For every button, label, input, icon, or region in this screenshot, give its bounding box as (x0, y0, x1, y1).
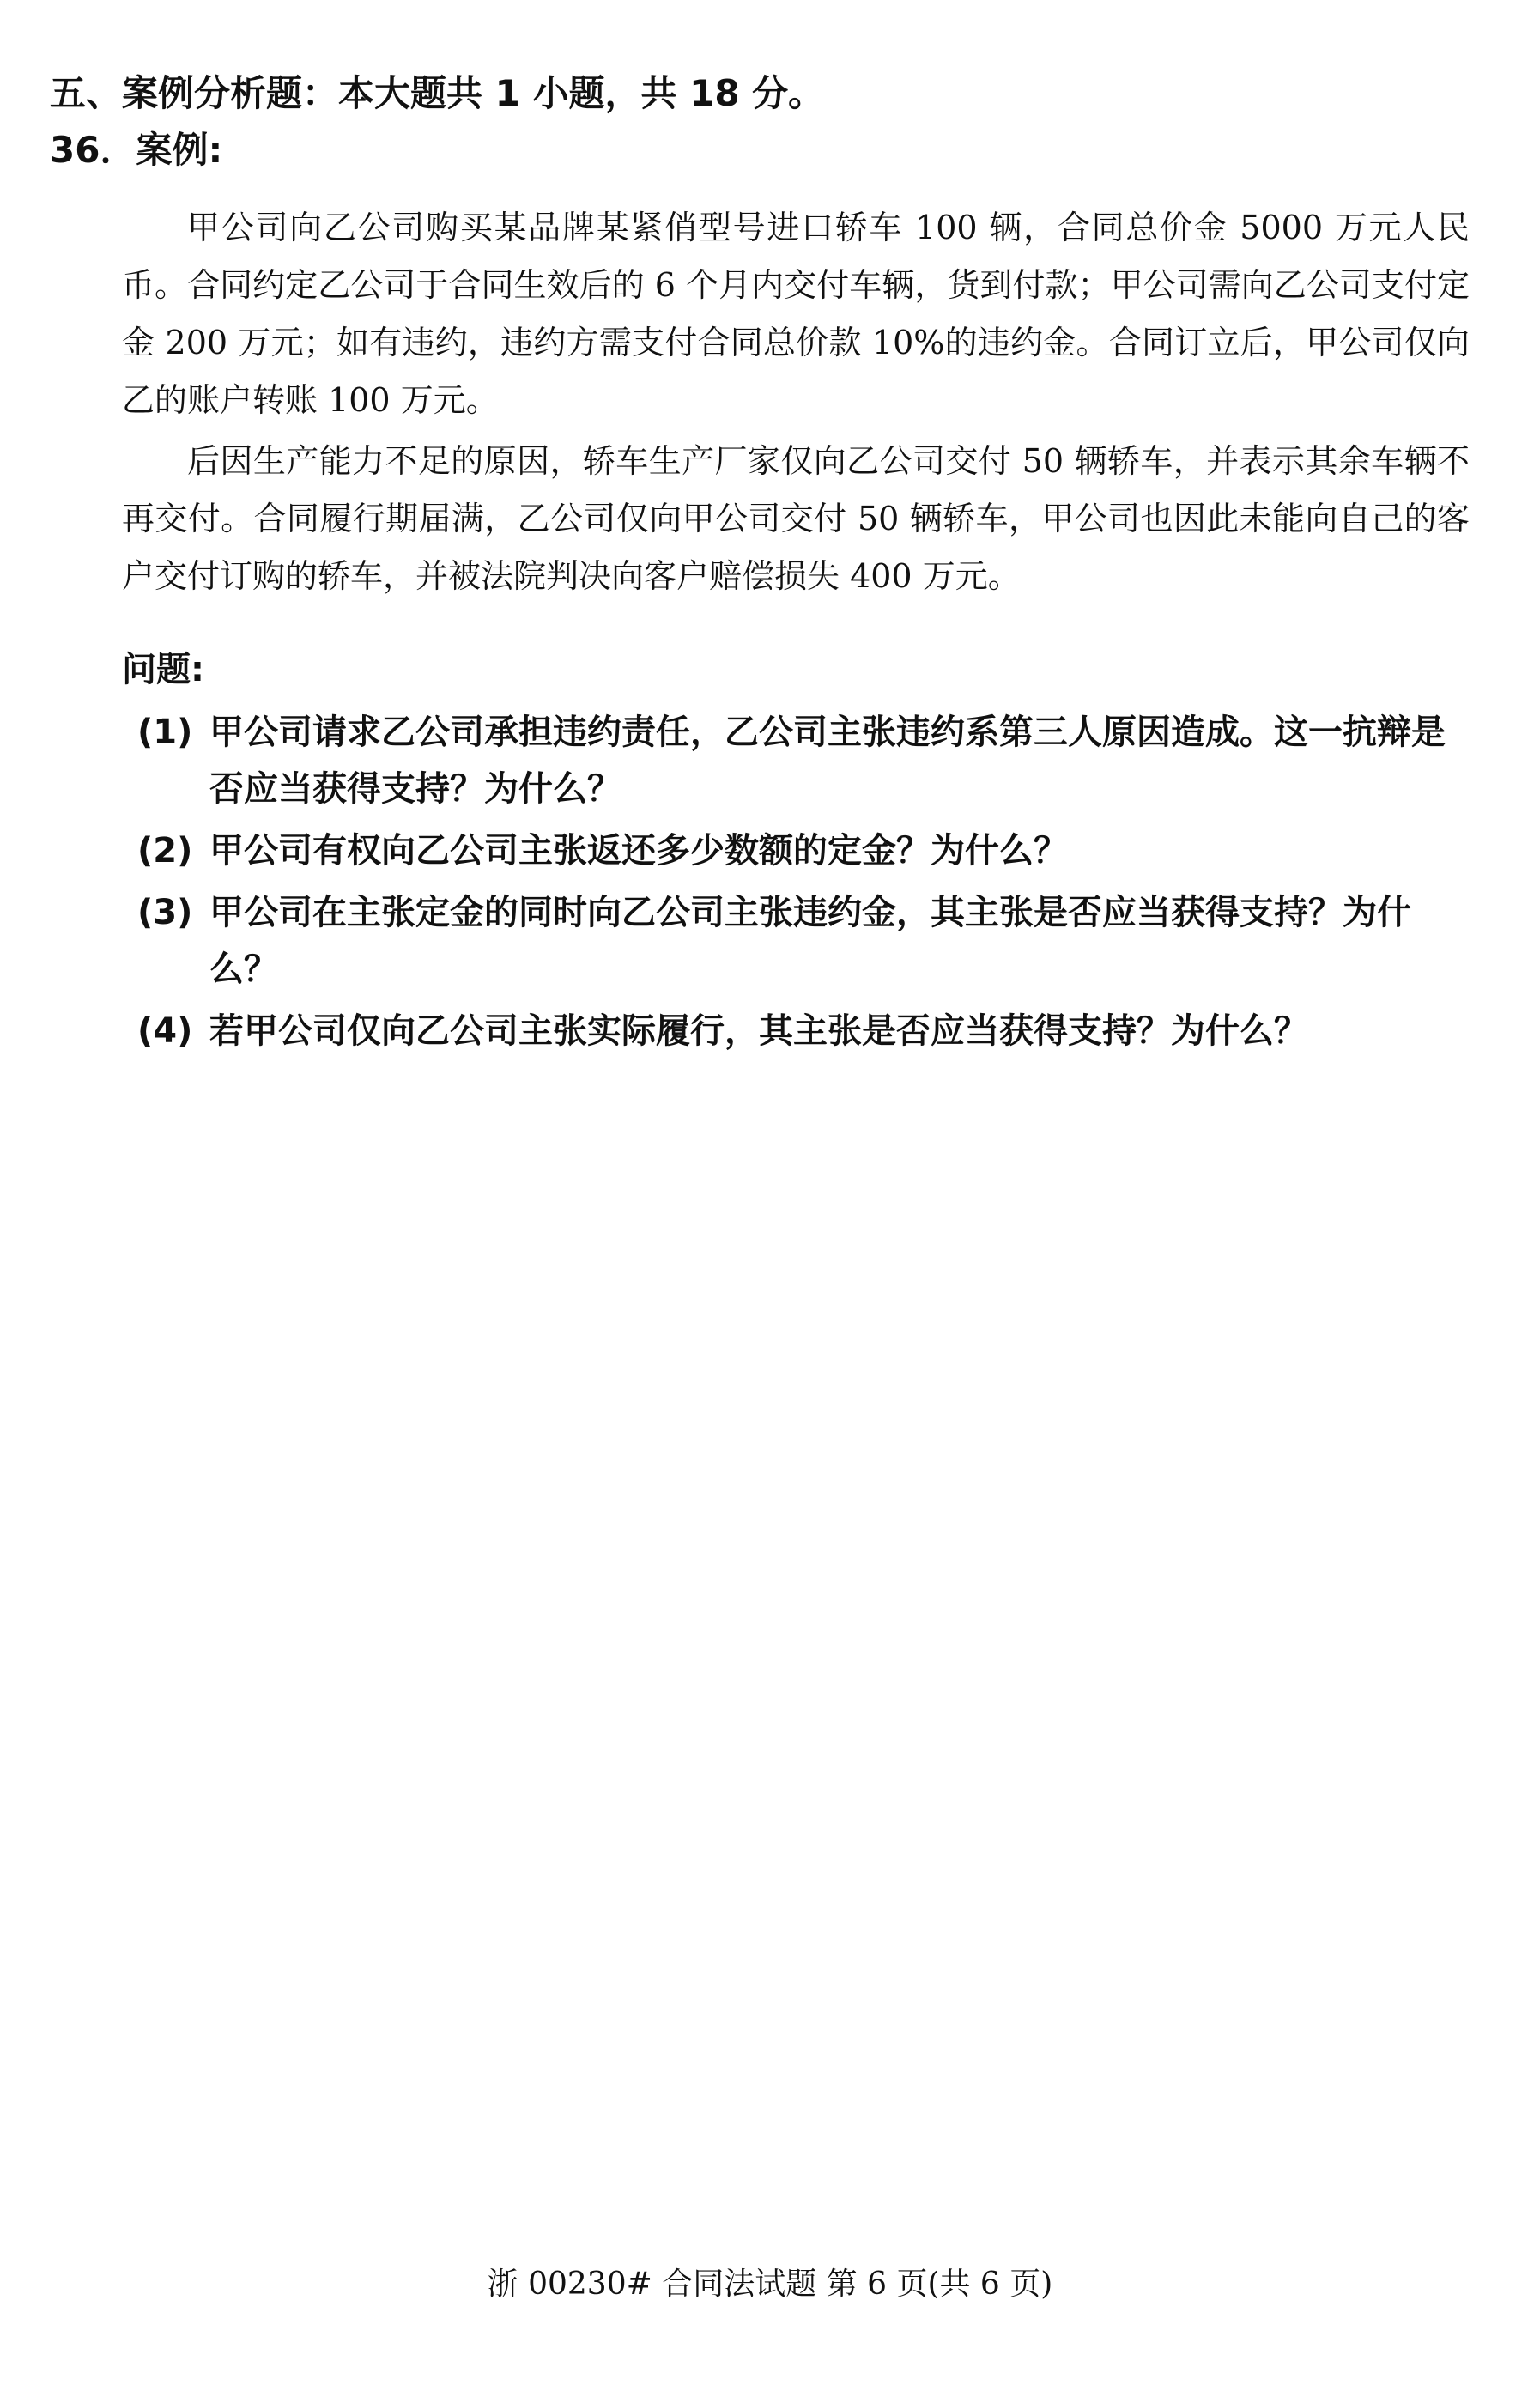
question-number-label: 36．案例: (50, 129, 223, 171)
page-footer: 浙 00230# 合同法试题 第 6 页(共 6 页) (487, 2267, 1053, 2302)
question-item-1 (137, 704, 1476, 817)
question-item-text: 甲公司有权向乙公司主张返还多少数额的定金？为什么？ (209, 831, 1068, 871)
question-item-number: (4) (137, 1011, 193, 1051)
question-item-number: (3) (137, 893, 193, 932)
question-item-text: 甲公司请求乙公司承担违约责任，乙公司主张违约系第三人原因造成。这一抗辩是否应当获得支持？为什么？ (209, 713, 1446, 809)
question-item-number: (1) (137, 713, 193, 752)
questions-label: 问题: (122, 650, 204, 689)
question-item-4 (137, 1003, 1476, 1059)
question-item-number: (2) (137, 831, 193, 871)
question-item-2 (137, 822, 1476, 879)
question-item-text: 甲公司在主张定金的同时向乙公司主张违约金，其主张是否应当获得支持？为什么？ (209, 893, 1411, 989)
case-paragraph-2: 后因生产能力不足的原因，轿车生产厂家仅向乙公司交付 50 辆轿车，并表示其余车辆不再交付。合同履行期届满，乙公司仅向甲公司交付 50 辆轿车，甲公司也因此未能向自己的客户交付订购的轿车，并被法院判决向客户赔偿损失 400 万元。 (122, 442, 1470, 595)
section-heading: 五、案例分析题：本大题共 1 小题，共 18 分。 (50, 72, 825, 114)
question-list (137, 704, 1476, 1065)
case-paragraph-1: 甲公司向乙公司购买某品牌某紧俏型号进口轿车 100 辆，合同总价金 5000 万元人民币。合同约定乙公司于合同生效后的 6 个月内交付车辆，货到付款；甲公司需向乙公司支付定金 200 万元；如有违约，违约方需支付合同总价款 10%的违约金。合同订立后，甲公司仅向乙的账户转账 100 万元。 (122, 209, 1470, 419)
case-description (122, 199, 1470, 609)
question-item-3 (137, 884, 1476, 998)
question-item-text: 若甲公司仅向乙公司主张实际履行，其主张是否应当获得支持？为什么？ (209, 1011, 1308, 1051)
